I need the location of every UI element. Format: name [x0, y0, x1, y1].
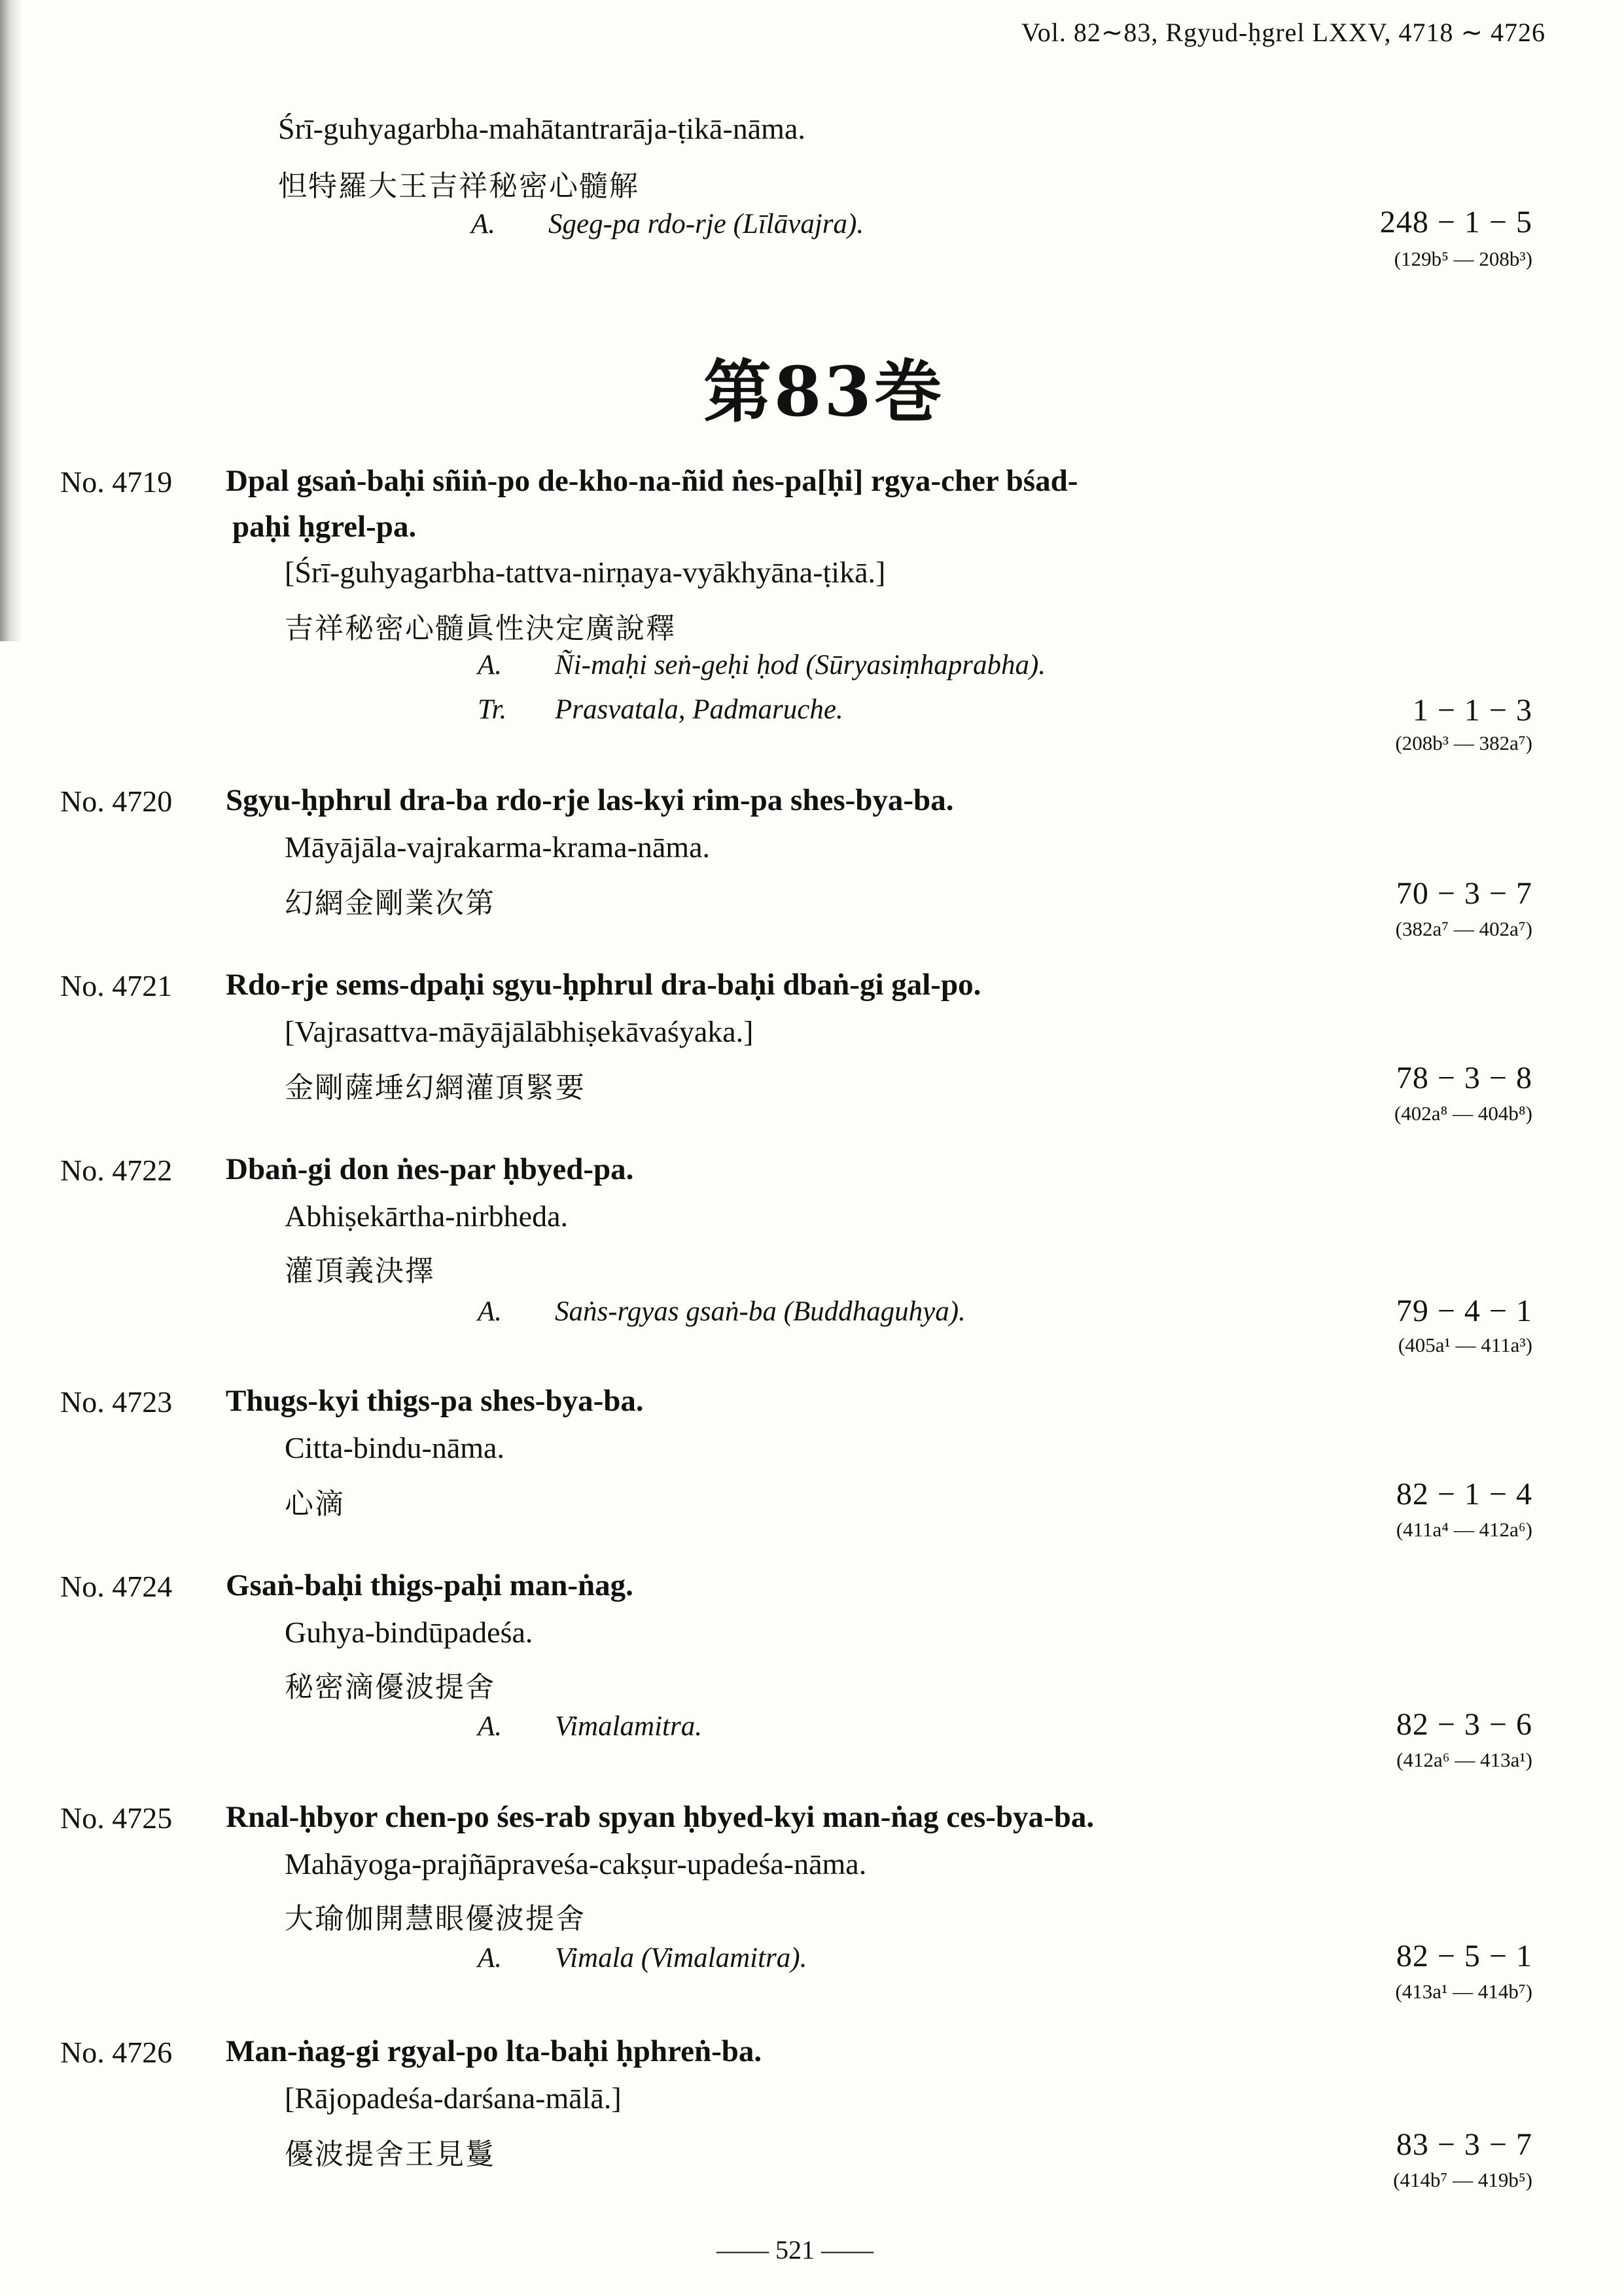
entry-chinese-title: 灌頂義決擇 — [285, 1254, 435, 1288]
entry-chinese-title: 吉祥秘密心髓眞性決定廣說釋 — [285, 612, 676, 645]
author-label: A. — [471, 209, 496, 239]
entry-chinese-title: 秘密滴優波提舍 — [285, 1670, 495, 1704]
author-name: Ñi-maḥi seṅ-geḥi ḥod (Sūryasiṃhaprabha). — [555, 650, 1046, 680]
entry-number: No. 4722 — [60, 1154, 173, 1187]
entry-tibetan-title: Dpal gsaṅ-baḥi sñiṅ-po de-kho-na-ñid ṅes-pa[ḥi] rgya-cher bśad- — [226, 464, 1078, 498]
entry-number: No. 4719 — [60, 465, 173, 499]
entry-sanskrit-title: Citta-bindu-nāma. — [285, 1431, 504, 1464]
entry-number: No. 4726 — [60, 2036, 173, 2069]
entry-author-line — [478, 1942, 807, 1974]
entry-ref: 70 − 3 − 7 — [1396, 876, 1532, 911]
entry-sanskrit-title: [Rājopadeśa-darśana-mālā.] — [285, 2081, 622, 2115]
top-entry-folio: (129b⁵ — 208b³) — [1394, 247, 1532, 270]
entry-ref: 78 − 3 − 8 — [1396, 1061, 1532, 1095]
entry-chinese-title: 優波提舍王見鬘 — [285, 2138, 495, 2171]
entry-folio: (405a¹ — 411a³) — [1398, 1333, 1532, 1356]
entry-author-line — [478, 1710, 702, 1742]
author-label: A. — [478, 1711, 503, 1742]
entry-folio: (413a¹ — 414b⁷) — [1395, 1980, 1532, 2003]
entry-number: No. 4724 — [60, 1570, 173, 1603]
entry-chinese-title: 心滴 — [285, 1487, 345, 1521]
entry-chinese-title: 幻網金剛業次第 — [285, 887, 495, 920]
author-name: Vimalamitra. — [555, 1711, 702, 1742]
running-header: Vol. 82∼83, Rgyud-ḥgrel LXXV, 4718 ∼ 4726 — [1021, 18, 1545, 47]
author-label: A. — [478, 1296, 503, 1327]
entry-number: No. 4721 — [60, 969, 173, 1002]
entry-chinese-title: 金剛薩埵幻網灌頂緊要 — [285, 1071, 586, 1104]
entry-tibetan-title: Thugs-kyi thigs-pa shes-bya-ba. — [226, 1384, 644, 1418]
entry-sanskrit-title: [Śrī-guhyagarbha-tattva-nirṇaya-vyākhyāna-ṭikā.] — [285, 556, 886, 589]
entry-folio: (412a⁶ — 413a¹) — [1396, 1748, 1532, 1771]
entry-tibetan-title: Sgyu-ḥphrul dra-ba rdo-rje las-kyi rim-pa shes-bya-ba. — [226, 783, 954, 817]
entry-folio: (382a⁷ — 402a⁷) — [1395, 917, 1532, 940]
entry-tibetan-title: Man-ṅag-gi rgyal-po lta-baḥi ḥphreṅ-ba. — [226, 2034, 762, 2068]
volume-title: 第83巻 — [703, 351, 945, 432]
entry-tibetan-title: Rnal-ḥbyor chen-po śes-rab spyan ḥbyed-kyi man-ṅag ces-bya-ba. — [226, 1800, 1095, 1834]
entry-tibetan-title: Rdo-rje sems-dpaḥi sgyu-ḥphrul dra-baḥi dbaṅ-gi gal-po. — [226, 968, 981, 1002]
entry-tibetan-title-cont: paḥi ḥgrel-pa. — [232, 510, 417, 544]
entry-tibetan-title: Dbaṅ-gi don ṅes-par ḥbyed-pa. — [226, 1152, 634, 1186]
entry-ref: 79 − 4 − 1 — [1396, 1294, 1532, 1328]
top-entry-ref: 248 − 1 − 5 — [1379, 205, 1532, 239]
top-entry-author-line — [471, 208, 864, 240]
entry-sanskrit-title: Mahāyoga-prajñāpraveśa-cakṣur-upadeśa-nāma. — [285, 1847, 867, 1881]
author-name: Vimala (Vimalamitra). — [555, 1943, 807, 1973]
entry-ref: 82 − 1 − 4 — [1396, 1477, 1532, 1511]
entry-folio: (411a⁴ — 412a⁶) — [1396, 1518, 1532, 1541]
translator-label: Tr. — [478, 694, 507, 725]
entry-chinese-title: 大瑜伽開慧眼優波提舍 — [285, 1902, 586, 1935]
entry-ref: 1 − 1 − 3 — [1412, 693, 1532, 728]
entry-number: No. 4723 — [60, 1385, 173, 1419]
top-entry-sanskrit: Śrī-guhyagarbha-mahātantrarāja-ṭikā-nāma. — [278, 112, 805, 145]
entry-sanskrit-title: Guhya-bindūpadeśa. — [285, 1616, 533, 1649]
entry-number: No. 4725 — [60, 1801, 173, 1835]
entry-translator-line — [478, 694, 843, 726]
author-name: Sgeg-pa rdo-rje (Līlāvajra). — [548, 209, 864, 239]
entry-sanskrit-title: Abhiṣekārtha-nirbheda. — [285, 1199, 569, 1233]
author-name: Saṅs-rgyas gsaṅ-ba (Buddhaguhya). — [555, 1296, 966, 1327]
entry-ref: 83 − 3 − 7 — [1396, 2127, 1532, 2162]
entry-ref: 82 − 3 − 6 — [1396, 1707, 1532, 1742]
entry-author-line — [478, 1296, 966, 1328]
entry-sanskrit-title: Māyājāla-vajrakarma-krama-nāma. — [285, 830, 710, 864]
author-label: A. — [478, 650, 503, 680]
entry-folio: (414b⁷ — 419b⁵) — [1393, 2168, 1532, 2191]
translator-name: Prasvatala, Padmaruche. — [555, 694, 843, 725]
entry-sanskrit-title: [Vajrasattva-māyājālābhiṣekāvaśyaka.] — [285, 1015, 754, 1048]
entry-author-line — [478, 649, 1046, 681]
entry-number: No. 4720 — [60, 785, 173, 818]
entry-folio: (208b³ — 382a⁷) — [1395, 732, 1532, 754]
page-number: —— 521 —— — [716, 2235, 874, 2265]
entry-ref: 82 − 5 − 1 — [1396, 1939, 1532, 1973]
entry-folio: (402a⁸ — 404b⁸) — [1394, 1102, 1532, 1125]
author-label: A. — [478, 1943, 503, 1973]
scan-edge-shadow — [0, 0, 22, 641]
entry-tibetan-title: Gsaṅ-baḥi thigs-paḥi man-ṅag. — [226, 1568, 633, 1602]
top-entry-chinese: 怛特羅大王吉祥秘密心髓解 — [278, 169, 639, 203]
